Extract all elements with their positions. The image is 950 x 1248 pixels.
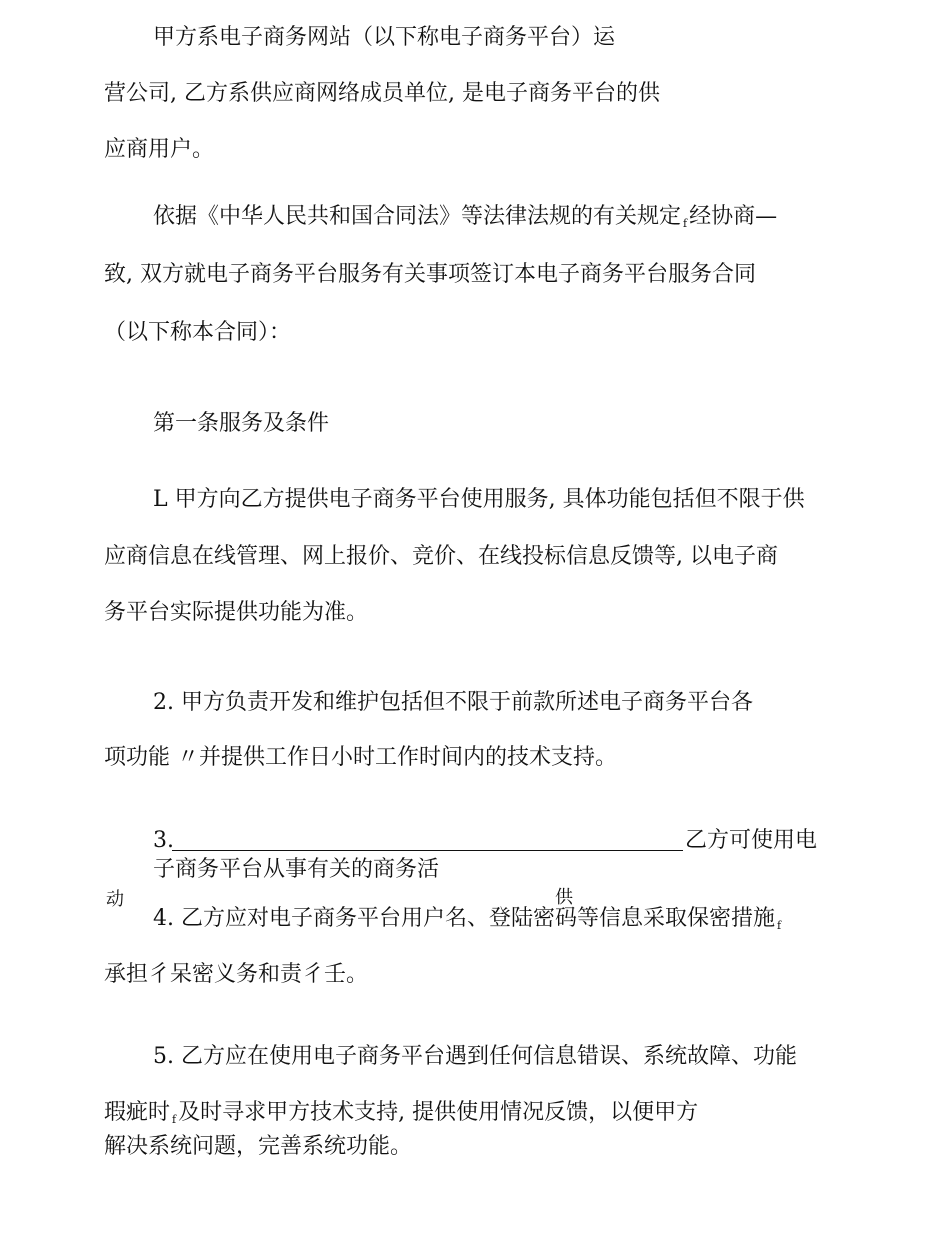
basis-line-1 bbox=[153, 204, 777, 237]
item-3-left-char: 动 bbox=[106, 889, 124, 910]
basis-line-1-text-b: 经协商— bbox=[689, 204, 778, 229]
basis-mark: f bbox=[683, 217, 688, 230]
item-5-line-1: 5. 乙方应在使用电子商务平台遇到任何信息错误、系统故障、功能 bbox=[153, 1044, 797, 1069]
item-3-number: 3. bbox=[153, 828, 174, 853]
item-4-line-1 bbox=[153, 906, 783, 939]
item-4-line-2: 承担彳呆密义务和责彳壬。 bbox=[104, 962, 369, 987]
item-2-line-1: 2. 甲方负责开发和维护包括但不限于前款所述电子商务平台各 bbox=[153, 690, 753, 715]
item-1-line-1: L 甲方向乙方提供电子商务平台使用服务, 具体功能包括但不限于供 bbox=[153, 487, 805, 512]
item-5-mark: f bbox=[172, 1113, 177, 1126]
item-5-line-2-text-a: 瑕疵时 bbox=[104, 1100, 171, 1125]
item-5-line-3: 解决系统问题，完善系统功能。 bbox=[104, 1134, 413, 1159]
item-3-line-2: 子商务平台从事有关的商务活 bbox=[153, 857, 440, 882]
intro-line-2: 营公司, 乙方系供应商网络成员单位, 是电子商务平台的供 bbox=[104, 81, 660, 106]
basis-line-1-text-a: 依据《中华人民共和国合同法》等法律法规的有关规定 bbox=[153, 204, 682, 229]
item-3-blank-line bbox=[172, 850, 683, 851]
item-5-line-2 bbox=[104, 1100, 698, 1133]
item-5-line-2-text-b: 及时寻求甲方技术支持, 提供使用情况反馈，以便甲方 bbox=[178, 1100, 699, 1125]
intro-line-1: 甲方系电子商务网站（以下称电子商务平台）运 bbox=[153, 25, 616, 50]
item-3-mid-char: 供 bbox=[555, 887, 573, 908]
section-heading: 第一条服务及条件 bbox=[153, 411, 330, 436]
item-4-mark: f bbox=[777, 919, 782, 932]
basis-line-3: （以下称本合同）： bbox=[104, 320, 292, 345]
basis-line-2: 致, 双方就电子商务平台服务有关事项签订本电子商务平台服务合同 bbox=[104, 262, 756, 287]
item-3-line-1-end: 乙方可使用电 bbox=[685, 828, 818, 853]
item-2-line-2: 项功能 〃并提供工作日小时工作时间内的技术支持。 bbox=[104, 745, 617, 770]
item-1-line-3: 务平台实际提供功能为准。 bbox=[104, 600, 369, 625]
intro-line-3: 应商用户。 bbox=[104, 137, 215, 162]
item-1-line-2: 应商信息在线管理、网上报价、竞价、在线投标信息反馈等, 以电子商 bbox=[104, 544, 778, 569]
item-4-line-1-text: 4. 乙方应对电子商务平台用户名、登陆密码等信息采取保密措施 bbox=[153, 906, 775, 931]
